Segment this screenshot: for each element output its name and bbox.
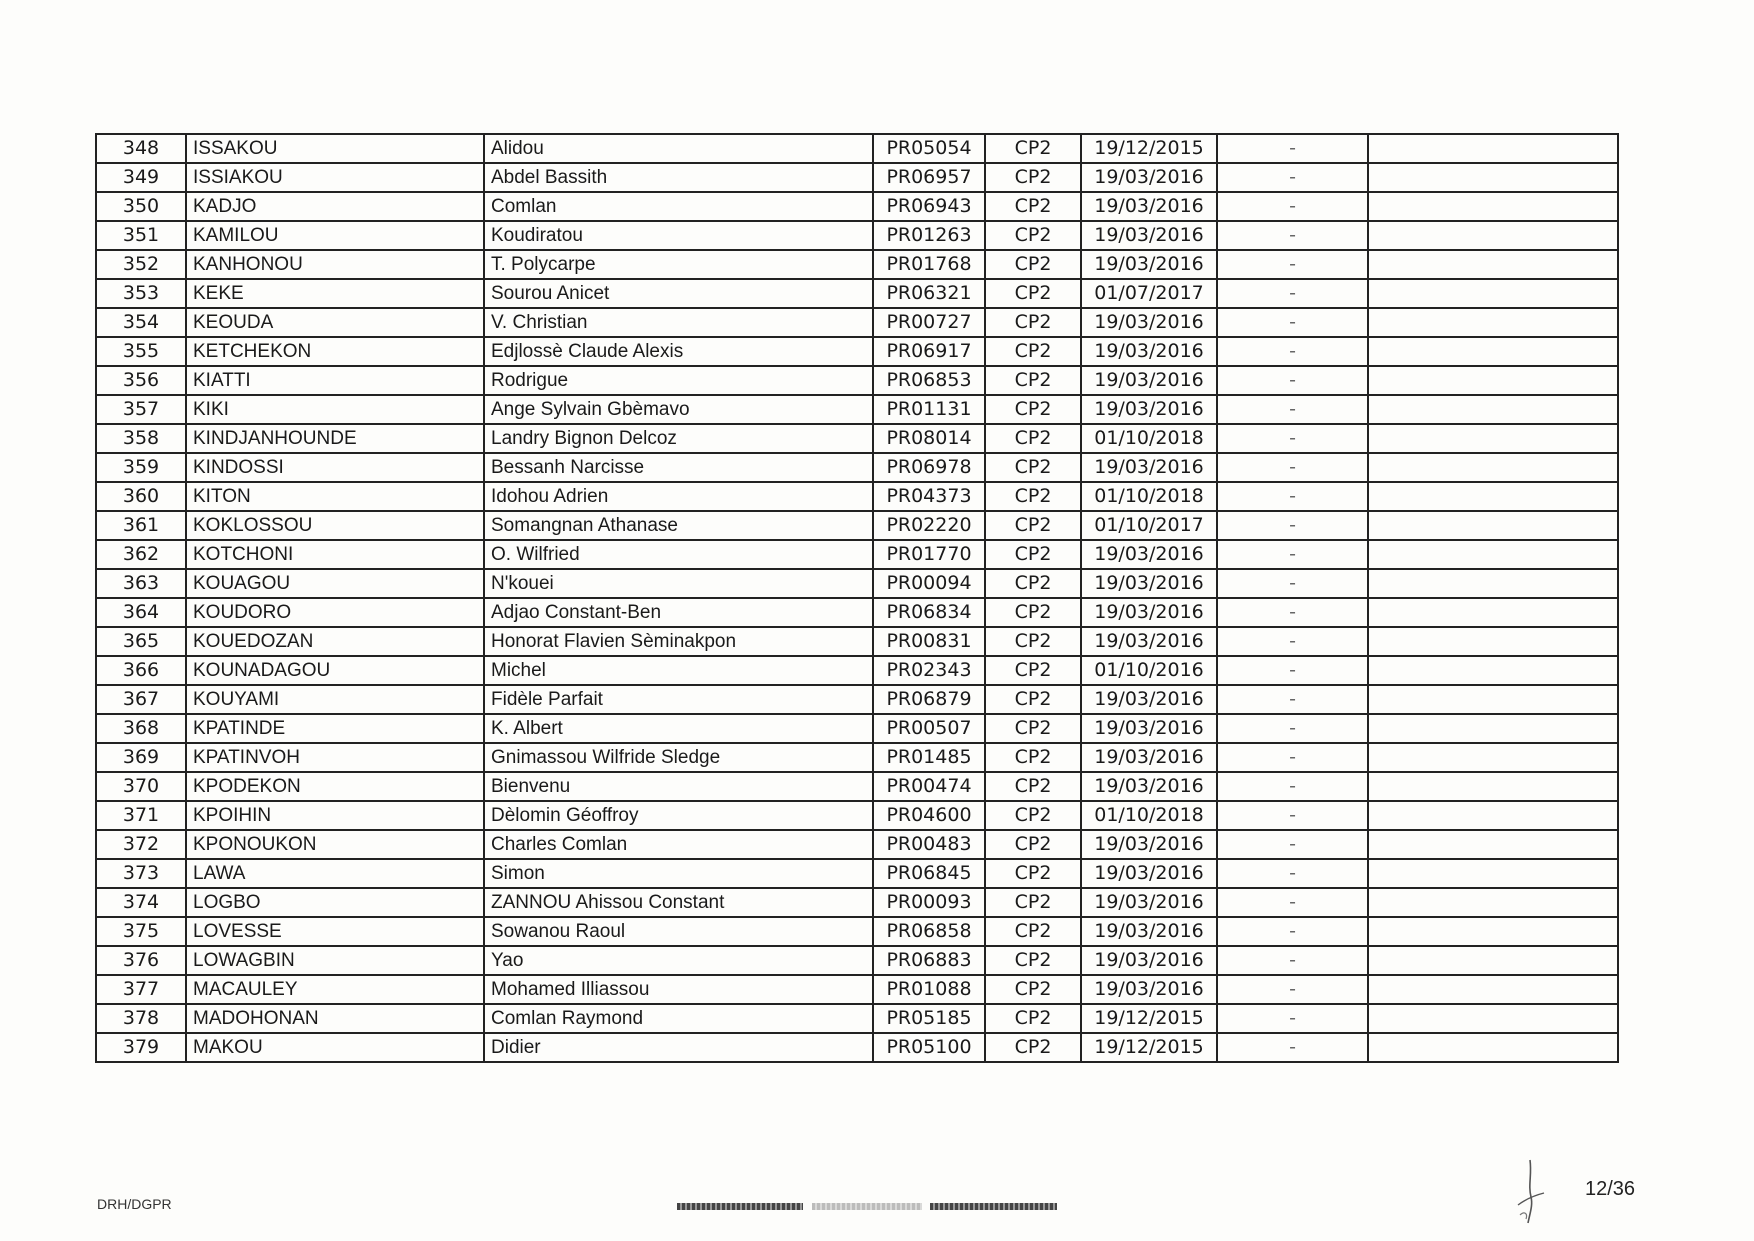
remarks-cell <box>1368 627 1618 656</box>
remarks-cell <box>1368 192 1618 221</box>
first-name-cell: Idohou Adrien <box>484 482 873 511</box>
status-mark-cell: - <box>1217 279 1368 308</box>
remarks-cell <box>1368 482 1618 511</box>
remarks-cell <box>1368 221 1618 250</box>
remarks-cell <box>1368 743 1618 772</box>
effective-date-cell: 19/12/2015 <box>1081 134 1217 163</box>
row-number-cell: 348 <box>96 134 186 163</box>
last-name-cell: KPOIHIN <box>186 801 484 830</box>
effective-date-cell: 19/03/2016 <box>1081 221 1217 250</box>
last-name-cell: LOGBO <box>186 888 484 917</box>
status-mark-cell: - <box>1217 917 1368 946</box>
first-name-cell: Yao <box>484 946 873 975</box>
first-name-cell: Fidèle Parfait <box>484 685 873 714</box>
effective-date-cell: 19/03/2016 <box>1081 859 1217 888</box>
employee-code-cell: PR06834 <box>873 598 985 627</box>
employee-code-cell: PR00831 <box>873 627 985 656</box>
row-number-cell: 365 <box>96 627 186 656</box>
table-row <box>96 279 1618 308</box>
status-mark-cell: - <box>1217 598 1368 627</box>
row-number-cell: 352 <box>96 250 186 279</box>
remarks-cell <box>1368 1004 1618 1033</box>
grade-cell: CP2 <box>985 917 1081 946</box>
row-number-cell: 367 <box>96 685 186 714</box>
row-number-cell: 374 <box>96 888 186 917</box>
employee-code-cell: PR06978 <box>873 453 985 482</box>
table-row <box>96 830 1618 859</box>
first-name-cell: Michel <box>484 656 873 685</box>
table-row <box>96 627 1618 656</box>
effective-date-cell: 19/03/2016 <box>1081 250 1217 279</box>
status-mark-cell: - <box>1217 163 1368 192</box>
first-name-cell: Comlan Raymond <box>484 1004 873 1033</box>
remarks-cell <box>1368 511 1618 540</box>
remarks-cell <box>1368 598 1618 627</box>
effective-date-cell: 19/03/2016 <box>1081 366 1217 395</box>
signature-icon <box>1500 1155 1560 1230</box>
grade-cell: CP2 <box>985 859 1081 888</box>
first-name-cell: Bessanh Narcisse <box>484 453 873 482</box>
row-number-cell: 371 <box>96 801 186 830</box>
row-number-cell: 372 <box>96 830 186 859</box>
grade-cell: CP2 <box>985 888 1081 917</box>
employee-code-cell: PR01263 <box>873 221 985 250</box>
first-name-cell: Mohamed Illiassou <box>484 975 873 1004</box>
table-row <box>96 598 1618 627</box>
employee-code-cell: PR06845 <box>873 859 985 888</box>
row-number-cell: 361 <box>96 511 186 540</box>
effective-date-cell: 01/10/2016 <box>1081 656 1217 685</box>
last-name-cell: KADJO <box>186 192 484 221</box>
grade-cell: CP2 <box>985 772 1081 801</box>
last-name-cell: KOKLOSSOU <box>186 511 484 540</box>
grade-cell: CP2 <box>985 975 1081 1004</box>
first-name-cell: Honorat Flavien Sèminakpon <box>484 627 873 656</box>
grade-cell: CP2 <box>985 221 1081 250</box>
first-name-cell: Landry Bignon Delcoz <box>484 424 873 453</box>
row-number-cell: 370 <box>96 772 186 801</box>
table-row <box>96 975 1618 1004</box>
last-name-cell: ISSIAKOU <box>186 163 484 192</box>
page-number: 12/36 <box>1585 1178 1636 1200</box>
first-name-cell: Somangnan Athanase <box>484 511 873 540</box>
table-row <box>96 772 1618 801</box>
grade-cell: CP2 <box>985 366 1081 395</box>
status-mark-cell: - <box>1217 743 1368 772</box>
effective-date-cell: 01/10/2018 <box>1081 424 1217 453</box>
first-name-cell: Ange Sylvain Gbèmavo <box>484 395 873 424</box>
row-number-cell: 368 <box>96 714 186 743</box>
status-mark-cell: - <box>1217 424 1368 453</box>
grade-cell: CP2 <box>985 598 1081 627</box>
row-number-cell: 358 <box>96 424 186 453</box>
first-name-cell: Didier <box>484 1033 873 1062</box>
employee-code-cell: PR06321 <box>873 279 985 308</box>
remarks-cell <box>1368 1033 1618 1062</box>
status-mark-cell: - <box>1217 685 1368 714</box>
row-number-cell: 360 <box>96 482 186 511</box>
remarks-cell <box>1368 714 1618 743</box>
scan-mark <box>677 1203 803 1210</box>
employee-code-cell: PR00474 <box>873 772 985 801</box>
status-mark-cell: - <box>1217 1033 1368 1062</box>
grade-cell: CP2 <box>985 743 1081 772</box>
employee-code-cell: PR08014 <box>873 424 985 453</box>
effective-date-cell: 19/03/2016 <box>1081 627 1217 656</box>
status-mark-cell: - <box>1217 308 1368 337</box>
first-name-cell: V. Christian <box>484 308 873 337</box>
first-name-cell: Dèlomin Géoffroy <box>484 801 873 830</box>
remarks-cell <box>1368 308 1618 337</box>
last-name-cell: MACAULEY <box>186 975 484 1004</box>
last-name-cell: LOVESSE <box>186 917 484 946</box>
remarks-cell <box>1368 453 1618 482</box>
table-row <box>96 163 1618 192</box>
employee-code-cell: PR06879 <box>873 685 985 714</box>
remarks-cell <box>1368 772 1618 801</box>
effective-date-cell: 19/03/2016 <box>1081 308 1217 337</box>
first-name-cell: Abdel Bassith <box>484 163 873 192</box>
effective-date-cell: 19/03/2016 <box>1081 569 1217 598</box>
employee-code-cell: PR01485 <box>873 743 985 772</box>
remarks-cell <box>1368 859 1618 888</box>
last-name-cell: KOUDORO <box>186 598 484 627</box>
table-row <box>96 1033 1618 1062</box>
last-name-cell: KAMILOU <box>186 221 484 250</box>
employee-code-cell: PR06917 <box>873 337 985 366</box>
first-name-cell: Charles Comlan <box>484 830 873 859</box>
table-row <box>96 453 1618 482</box>
remarks-cell <box>1368 975 1618 1004</box>
table-row <box>96 250 1618 279</box>
status-mark-cell: - <box>1217 221 1368 250</box>
first-name-cell: ZANNOU Ahissou Constant <box>484 888 873 917</box>
effective-date-cell: 01/07/2017 <box>1081 279 1217 308</box>
effective-date-cell: 01/10/2018 <box>1081 801 1217 830</box>
table-row <box>96 337 1618 366</box>
first-name-cell: Bienvenu <box>484 772 873 801</box>
employee-code-cell: PR05054 <box>873 134 985 163</box>
last-name-cell: KPATINDE <box>186 714 484 743</box>
remarks-cell <box>1368 685 1618 714</box>
last-name-cell: KINDJANHOUNDE <box>186 424 484 453</box>
last-name-cell: MADOHONAN <box>186 1004 484 1033</box>
row-number-cell: 366 <box>96 656 186 685</box>
remarks-cell <box>1368 134 1618 163</box>
remarks-cell <box>1368 337 1618 366</box>
remarks-cell <box>1368 366 1618 395</box>
last-name-cell: MAKOU <box>186 1033 484 1062</box>
effective-date-cell: 19/03/2016 <box>1081 540 1217 569</box>
employee-code-cell: PR00094 <box>873 569 985 598</box>
grade-cell: CP2 <box>985 1004 1081 1033</box>
status-mark-cell: - <box>1217 801 1368 830</box>
row-number-cell: 356 <box>96 366 186 395</box>
employee-code-cell: PR01088 <box>873 975 985 1004</box>
status-mark-cell: - <box>1217 540 1368 569</box>
table-row <box>96 482 1618 511</box>
table-row <box>96 801 1618 830</box>
employee-code-cell: PR05100 <box>873 1033 985 1062</box>
employee-code-cell: PR00507 <box>873 714 985 743</box>
table-row <box>96 308 1618 337</box>
grade-cell: CP2 <box>985 163 1081 192</box>
effective-date-cell: 19/03/2016 <box>1081 685 1217 714</box>
grade-cell: CP2 <box>985 946 1081 975</box>
table-row <box>96 656 1618 685</box>
table-row <box>96 395 1618 424</box>
first-name-cell: Simon <box>484 859 873 888</box>
last-name-cell: LOWAGBIN <box>186 946 484 975</box>
status-mark-cell: - <box>1217 627 1368 656</box>
grade-cell: CP2 <box>985 250 1081 279</box>
status-mark-cell: - <box>1217 830 1368 859</box>
scan-mark <box>930 1203 1057 1210</box>
effective-date-cell: 19/03/2016 <box>1081 888 1217 917</box>
last-name-cell: KEOUDA <box>186 308 484 337</box>
status-mark-cell: - <box>1217 656 1368 685</box>
last-name-cell: ISSAKOU <box>186 134 484 163</box>
remarks-cell <box>1368 801 1618 830</box>
status-mark-cell: - <box>1217 975 1368 1004</box>
last-name-cell: KPATINVOH <box>186 743 484 772</box>
effective-date-cell: 19/12/2015 <box>1081 1033 1217 1062</box>
grade-cell: CP2 <box>985 830 1081 859</box>
effective-date-cell: 01/10/2017 <box>1081 511 1217 540</box>
effective-date-cell: 19/03/2016 <box>1081 192 1217 221</box>
grade-cell: CP2 <box>985 134 1081 163</box>
effective-date-cell: 19/03/2016 <box>1081 714 1217 743</box>
first-name-cell: Rodrigue <box>484 366 873 395</box>
status-mark-cell: - <box>1217 192 1368 221</box>
status-mark-cell: - <box>1217 511 1368 540</box>
status-mark-cell: - <box>1217 772 1368 801</box>
first-name-cell: Comlan <box>484 192 873 221</box>
grade-cell: CP2 <box>985 395 1081 424</box>
row-number-cell: 349 <box>96 163 186 192</box>
remarks-cell <box>1368 830 1618 859</box>
employee-code-cell: PR05185 <box>873 1004 985 1033</box>
grade-cell: CP2 <box>985 424 1081 453</box>
employee-code-cell: PR02220 <box>873 511 985 540</box>
status-mark-cell: - <box>1217 395 1368 424</box>
last-name-cell: KPODEKON <box>186 772 484 801</box>
row-number-cell: 353 <box>96 279 186 308</box>
first-name-cell: Sourou Anicet <box>484 279 873 308</box>
last-name-cell: KEKE <box>186 279 484 308</box>
row-number-cell: 351 <box>96 221 186 250</box>
scan-mark <box>812 1203 922 1210</box>
table-row <box>96 1004 1618 1033</box>
table-row <box>96 134 1618 163</box>
grade-cell: CP2 <box>985 482 1081 511</box>
row-number-cell: 363 <box>96 569 186 598</box>
status-mark-cell: - <box>1217 482 1368 511</box>
last-name-cell: KIKI <box>186 395 484 424</box>
effective-date-cell: 19/03/2016 <box>1081 917 1217 946</box>
status-mark-cell: - <box>1217 1004 1368 1033</box>
first-name-cell: Gnimassou Wilfride Sledge <box>484 743 873 772</box>
grade-cell: CP2 <box>985 337 1081 366</box>
grade-cell: CP2 <box>985 192 1081 221</box>
last-name-cell: KITON <box>186 482 484 511</box>
table-row <box>96 859 1618 888</box>
grade-cell: CP2 <box>985 627 1081 656</box>
employee-code-cell: PR04600 <box>873 801 985 830</box>
remarks-cell <box>1368 917 1618 946</box>
status-mark-cell: - <box>1217 337 1368 366</box>
last-name-cell: KOUEDOZAN <box>186 627 484 656</box>
grade-cell: CP2 <box>985 308 1081 337</box>
employee-code-cell: PR01131 <box>873 395 985 424</box>
row-number-cell: 359 <box>96 453 186 482</box>
effective-date-cell: 19/03/2016 <box>1081 395 1217 424</box>
employee-code-cell: PR00727 <box>873 308 985 337</box>
table-body <box>96 134 1618 1062</box>
effective-date-cell: 19/03/2016 <box>1081 830 1217 859</box>
last-name-cell: KETCHEKON <box>186 337 484 366</box>
status-mark-cell: - <box>1217 859 1368 888</box>
row-number-cell: 357 <box>96 395 186 424</box>
employee-code-cell: PR06853 <box>873 366 985 395</box>
table-row <box>96 888 1618 917</box>
remarks-cell <box>1368 656 1618 685</box>
effective-date-cell: 19/03/2016 <box>1081 975 1217 1004</box>
last-name-cell: KOUNADAGOU <box>186 656 484 685</box>
effective-date-cell: 19/03/2016 <box>1081 743 1217 772</box>
employee-code-cell: PR02343 <box>873 656 985 685</box>
grade-cell: CP2 <box>985 1033 1081 1062</box>
status-mark-cell: - <box>1217 366 1368 395</box>
status-mark-cell: - <box>1217 134 1368 163</box>
first-name-cell: O. Wilfried <box>484 540 873 569</box>
first-name-cell: T. Polycarpe <box>484 250 873 279</box>
status-mark-cell: - <box>1217 453 1368 482</box>
last-name-cell: KOUAGOU <box>186 569 484 598</box>
remarks-cell <box>1368 395 1618 424</box>
table-row <box>96 540 1618 569</box>
grade-cell: CP2 <box>985 801 1081 830</box>
table-row <box>96 569 1618 598</box>
footer-department: DRH/DGPR <box>97 1196 172 1212</box>
table-row <box>96 714 1618 743</box>
row-number-cell: 354 <box>96 308 186 337</box>
employee-code-cell: PR01768 <box>873 250 985 279</box>
table-row <box>96 366 1618 395</box>
last-name-cell: KINDOSSI <box>186 453 484 482</box>
row-number-cell: 364 <box>96 598 186 627</box>
last-name-cell: KIATTI <box>186 366 484 395</box>
last-name-cell: LAWA <box>186 859 484 888</box>
first-name-cell: K. Albert <box>484 714 873 743</box>
table-row <box>96 192 1618 221</box>
status-mark-cell: - <box>1217 250 1368 279</box>
last-name-cell: KOTCHONI <box>186 540 484 569</box>
grade-cell: CP2 <box>985 685 1081 714</box>
last-name-cell: KANHONOU <box>186 250 484 279</box>
first-name-cell: Sowanou Raoul <box>484 917 873 946</box>
table-row <box>96 221 1618 250</box>
grade-cell: CP2 <box>985 569 1081 598</box>
first-name-cell: Adjao Constant-Ben <box>484 598 873 627</box>
first-name-cell: Koudiratou <box>484 221 873 250</box>
first-name-cell: Edjlossè Claude Alexis <box>484 337 873 366</box>
row-number-cell: 378 <box>96 1004 186 1033</box>
table-row <box>96 685 1618 714</box>
last-name-cell: KOUYAMI <box>186 685 484 714</box>
row-number-cell: 350 <box>96 192 186 221</box>
employee-code-cell: PR00483 <box>873 830 985 859</box>
remarks-cell <box>1368 569 1618 598</box>
row-number-cell: 362 <box>96 540 186 569</box>
first-name-cell: N'kouei <box>484 569 873 598</box>
remarks-cell <box>1368 540 1618 569</box>
status-mark-cell: - <box>1217 888 1368 917</box>
row-number-cell: 373 <box>96 859 186 888</box>
effective-date-cell: 19/03/2016 <box>1081 337 1217 366</box>
status-mark-cell: - <box>1217 569 1368 598</box>
effective-date-cell: 19/03/2016 <box>1081 163 1217 192</box>
employee-code-cell: PR06858 <box>873 917 985 946</box>
effective-date-cell: 19/03/2016 <box>1081 453 1217 482</box>
last-name-cell: KPONOUKON <box>186 830 484 859</box>
employee-code-cell: PR06957 <box>873 163 985 192</box>
employee-code-cell: PR00093 <box>873 888 985 917</box>
employee-code-cell: PR06883 <box>873 946 985 975</box>
effective-date-cell: 19/12/2015 <box>1081 1004 1217 1033</box>
employee-code-cell: PR04373 <box>873 482 985 511</box>
grade-cell: CP2 <box>985 279 1081 308</box>
remarks-cell <box>1368 424 1618 453</box>
table-row <box>96 511 1618 540</box>
grade-cell: CP2 <box>985 540 1081 569</box>
table-row <box>96 743 1618 772</box>
employee-code-cell: PR06943 <box>873 192 985 221</box>
table-row <box>96 917 1618 946</box>
table-row <box>96 424 1618 453</box>
status-mark-cell: - <box>1217 946 1368 975</box>
effective-date-cell: 19/03/2016 <box>1081 772 1217 801</box>
row-number-cell: 355 <box>96 337 186 366</box>
row-number-cell: 377 <box>96 975 186 1004</box>
employee-code-cell: PR01770 <box>873 540 985 569</box>
row-number-cell: 379 <box>96 1033 186 1062</box>
grade-cell: CP2 <box>985 511 1081 540</box>
row-number-cell: 376 <box>96 946 186 975</box>
remarks-cell <box>1368 888 1618 917</box>
row-number-cell: 369 <box>96 743 186 772</box>
row-number-cell: 375 <box>96 917 186 946</box>
first-name-cell: Alidou <box>484 134 873 163</box>
remarks-cell <box>1368 946 1618 975</box>
grade-cell: CP2 <box>985 453 1081 482</box>
effective-date-cell: 19/03/2016 <box>1081 946 1217 975</box>
effective-date-cell: 01/10/2018 <box>1081 482 1217 511</box>
table-row <box>96 946 1618 975</box>
remarks-cell <box>1368 163 1618 192</box>
grade-cell: CP2 <box>985 714 1081 743</box>
grade-cell: CP2 <box>985 656 1081 685</box>
effective-date-cell: 19/03/2016 <box>1081 598 1217 627</box>
remarks-cell <box>1368 279 1618 308</box>
status-mark-cell: - <box>1217 714 1368 743</box>
personnel-table <box>95 133 1619 1063</box>
remarks-cell <box>1368 250 1618 279</box>
